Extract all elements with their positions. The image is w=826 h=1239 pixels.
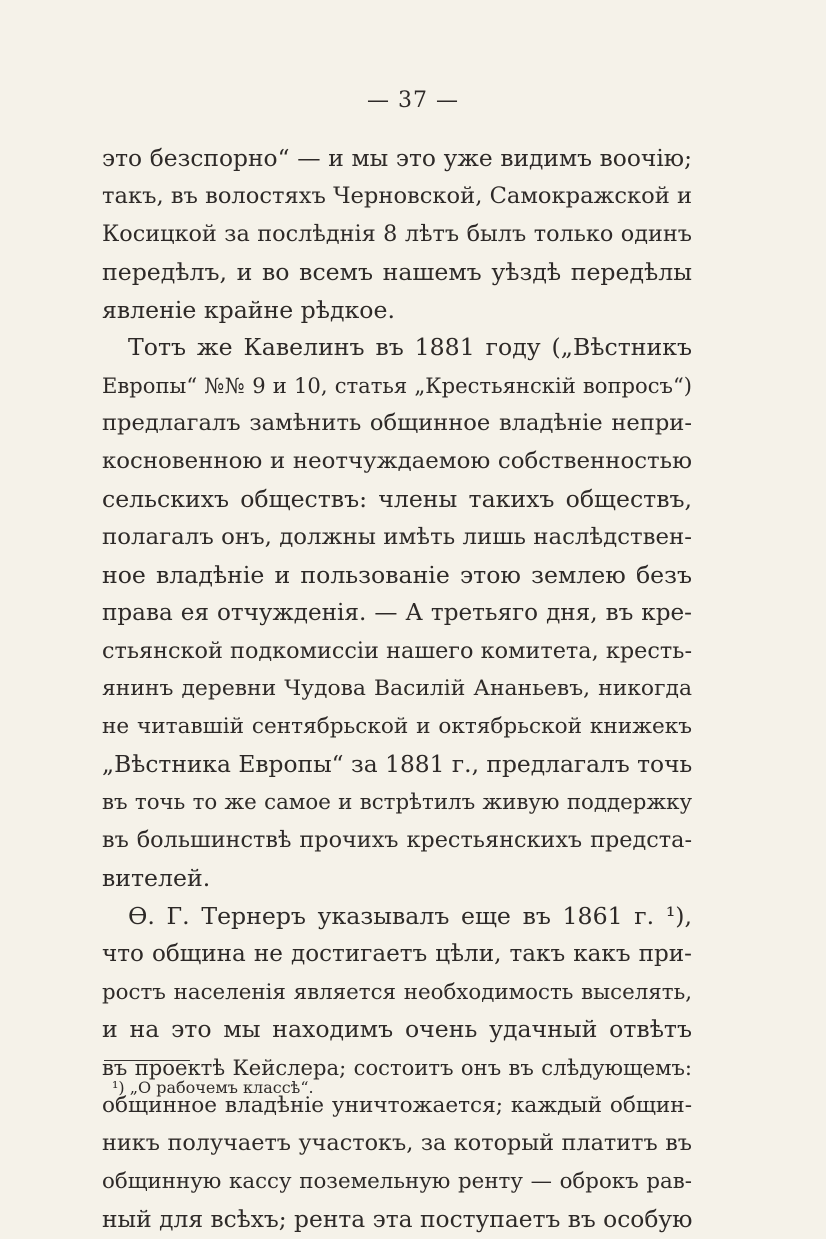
text-line: права ея отчужденія. — А третьяго дня, въ кре- bbox=[102, 599, 692, 626]
text-line: въ точь то же самое и встрѣтилъ живую поддержку bbox=[102, 790, 692, 816]
page-number: — 37 — bbox=[367, 88, 459, 113]
text-line: никъ получаетъ участокъ, за который платитъ въ bbox=[102, 1130, 692, 1157]
text-line: полагалъ онъ, должны имѣть лишь наслѣдствен- bbox=[102, 523, 692, 550]
text-line: это безспорно“ — и мы это уже видимъ воочію; bbox=[102, 144, 692, 172]
text-line: такъ, въ волостяхъ Черновской, Самокражской и bbox=[102, 182, 692, 209]
text-line: Европы“ №№ 9 и 10, статья „Крестьянскій вопросъ“) bbox=[102, 373, 692, 399]
text-line: Тотъ же Кавелинъ въ 1881 году („Вѣстникъ bbox=[128, 333, 692, 362]
text-line: янинъ деревни Чудова Василій Ананьевъ, никогда bbox=[102, 676, 692, 702]
text-line: общинное владѣніе уничтожается; каждый общин- bbox=[102, 1093, 692, 1119]
text-line: общинную кассу поземельную ренту — оброкъ рав- bbox=[102, 1169, 692, 1195]
text-line: вителей. bbox=[102, 863, 211, 892]
text-line: въ проектѣ Кейслера; состоитъ онъ въ слѣдующемъ: bbox=[102, 1055, 692, 1081]
text-line: предлагалъ замѣнить общинное владѣніе непри- bbox=[102, 410, 692, 437]
text-line: сельскихъ обществъ: члены такихъ обществъ, bbox=[102, 485, 692, 514]
footnote: ¹) „О рабочемъ классѣ“. bbox=[112, 1078, 314, 1097]
body-text bbox=[102, 140, 692, 1239]
text-line: передѣлъ, и во всемъ нашемъ уѣздѣ передѣлы bbox=[102, 257, 692, 286]
text-line: Косицкой за послѣднія 8 лѣтъ былъ только одинъ bbox=[102, 220, 692, 247]
text-line: не читавшій сентябрьской и октябрьской книжекъ bbox=[102, 714, 692, 740]
text-line: стьянской подкомиссіи нашего комитета, кресть- bbox=[102, 637, 692, 664]
text-line: Ѳ. Г. Тернеръ указывалъ еще въ 1861 г. ¹), bbox=[128, 901, 692, 930]
text-line: явленіе крайне рѣдкое. bbox=[102, 295, 395, 324]
text-line: „Вѣстника Европы“ за 1881 г., предлагалъ точь bbox=[102, 750, 692, 779]
text-line: что община не достигаетъ цѣли, такъ какъ при- bbox=[102, 940, 692, 967]
text-line: и на это мы находимъ очень удачный отвѣтъ bbox=[102, 1015, 692, 1044]
footnote-divider bbox=[104, 1060, 190, 1061]
text-line: косновенною и неотчуждаемою собственностью bbox=[102, 448, 692, 475]
text-line: ный для всѣхъ; рента эта поступаетъ въ особую bbox=[102, 1204, 692, 1233]
text-line: въ большинствѣ прочихъ крестьянскихъ предста- bbox=[102, 827, 692, 854]
text-line: ное владѣніе и пользованіе этою землею безъ bbox=[102, 560, 692, 589]
text-line: ростъ населенія является необходимость выселять, bbox=[102, 979, 692, 1005]
